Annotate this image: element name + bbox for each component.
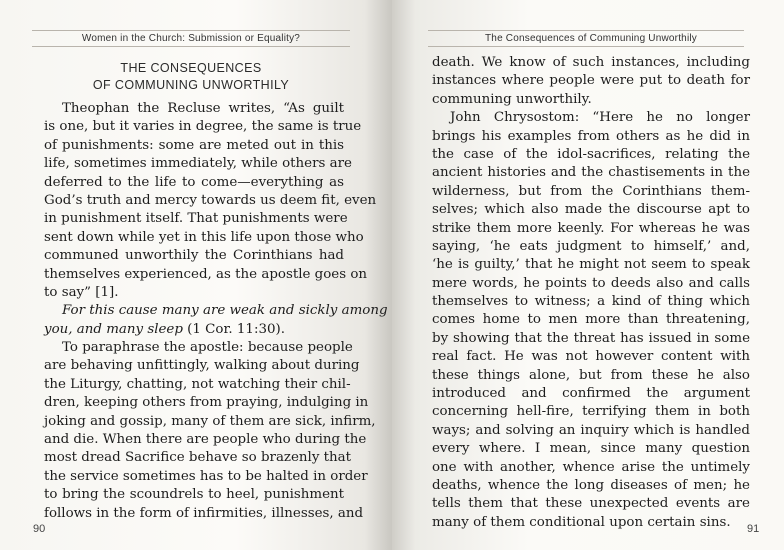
text-line: of punishments: some are meted out in this bbox=[44, 137, 344, 153]
text-line: concerning hell-fire, terrifying them in both bbox=[432, 404, 750, 420]
text-line: ways; and solving an inquiry which is handled bbox=[432, 422, 750, 438]
text-line: the Liturgy, chatting, not watching their chil- bbox=[44, 376, 351, 392]
text-line: strike them more keenly. For whereas he was bbox=[432, 220, 750, 236]
text-line: brings his examples from others as he did in bbox=[432, 128, 750, 144]
text-line: most dread Sacrifice behave so brazenly that bbox=[44, 450, 352, 466]
page-number: 91 bbox=[747, 523, 760, 535]
text-line: are behaving unfittingly, walking about during bbox=[44, 358, 360, 374]
section-title: THE CONSEQUENCES bbox=[120, 61, 262, 75]
text-line: mere words, he points to deeds also and calls bbox=[432, 275, 750, 291]
body-text bbox=[432, 54, 750, 532]
text-line: one with another, whence arise the untimely bbox=[432, 459, 750, 475]
scripture-quote-line: For this cause many are weak and sickly among bbox=[62, 303, 388, 319]
scripture-quote-text: you, and many sleep bbox=[44, 321, 183, 337]
text-line: real fact. He was not however content with bbox=[432, 349, 750, 365]
text-line: follows in the form of infirmities, illnesses, and bbox=[44, 505, 364, 521]
text-line: to bring the scoundrels to heel, punishment bbox=[44, 487, 344, 503]
body-text bbox=[44, 100, 388, 523]
text-line: deferred to the life to come—everything as bbox=[44, 174, 344, 190]
text-line: many of them conditional upon certain sins. bbox=[432, 514, 731, 530]
text-line: To paraphrase the apostle: because people bbox=[62, 340, 353, 356]
text-line: in punishment itself. That punishments were bbox=[44, 211, 348, 227]
text-line: deaths, whence the long diseases of men; he bbox=[432, 477, 750, 493]
text-line: is one, but it varies in degree, the same is true bbox=[44, 119, 362, 135]
right-page bbox=[392, 0, 784, 550]
header-rule-bottom bbox=[428, 46, 744, 47]
text-line: to say” [1]. bbox=[44, 284, 119, 300]
text-line: dren, keeping others from praying, indulging in bbox=[44, 395, 369, 411]
text-line: God’s truth and mercy towards us deem fit, even bbox=[44, 192, 377, 208]
text-line: the service sometimes has to be halted in order bbox=[44, 468, 368, 484]
text-line: comes home to men more than threatening, bbox=[432, 312, 750, 328]
text-line: and die. When there are people who during the bbox=[44, 432, 367, 448]
text-line: saying, ‘he eats judgment to himself,’ and, bbox=[432, 238, 750, 254]
text-line: sent down while yet in this life upon those who bbox=[44, 229, 364, 245]
text-line: communing unworthily. bbox=[432, 91, 592, 107]
scripture-quote-line bbox=[44, 321, 344, 339]
header-rule-bottom bbox=[32, 46, 350, 47]
text-line: by showing that the threat has issued in some bbox=[432, 330, 750, 346]
section-title: OF COMMUNING UNWORTHILY bbox=[92, 78, 290, 92]
text-line: themselves to witness; a kind of thing which bbox=[432, 294, 750, 310]
text-line: every where. I mean, since many question bbox=[432, 441, 750, 457]
text-line: joking and gossip, many of them are sick, infirm, bbox=[44, 413, 376, 429]
text-line: tells them that these unexpected events are bbox=[432, 496, 750, 512]
page-number: 90 bbox=[33, 523, 46, 535]
text-line: wilderness, but from the Corinthians them- bbox=[432, 183, 750, 199]
text-line: ancient histories and the chastisements in the bbox=[432, 165, 750, 181]
text-line: themselves experienced, as the apostle goes on bbox=[44, 266, 368, 282]
text-line: communed unworthily the Corinthians had bbox=[44, 248, 344, 264]
text-line: life, sometimes immediately, while others are bbox=[44, 156, 352, 172]
text-line: instances where people were put to death for bbox=[432, 73, 750, 89]
text-line: selves; which also made the discourse apt to bbox=[432, 202, 750, 218]
header-rule-top bbox=[428, 30, 744, 31]
text-line: Theophan the Recluse writes, “As guilt bbox=[62, 101, 344, 116]
running-head: Women in the Church: Submission or Equality? bbox=[81, 33, 301, 44]
scripture-citation: (1 Cor. 11:30). bbox=[182, 321, 285, 337]
text-line: the case of the idol-sacrifices, relating the bbox=[432, 146, 750, 162]
text-line: these things alone, but from these he also bbox=[432, 367, 750, 383]
text-line: death. We know of such instances, including bbox=[432, 55, 750, 70]
running-head: The Consequences of Communing Unworthily bbox=[485, 33, 697, 44]
text-line: ‘he is guilty,’ that he might not seem to speak bbox=[432, 257, 750, 273]
text-line: John Chrysostom: “Here he no longer bbox=[450, 110, 750, 126]
text-line: introduced and confirmed the argument bbox=[432, 386, 750, 402]
header-rule-top bbox=[32, 30, 350, 31]
